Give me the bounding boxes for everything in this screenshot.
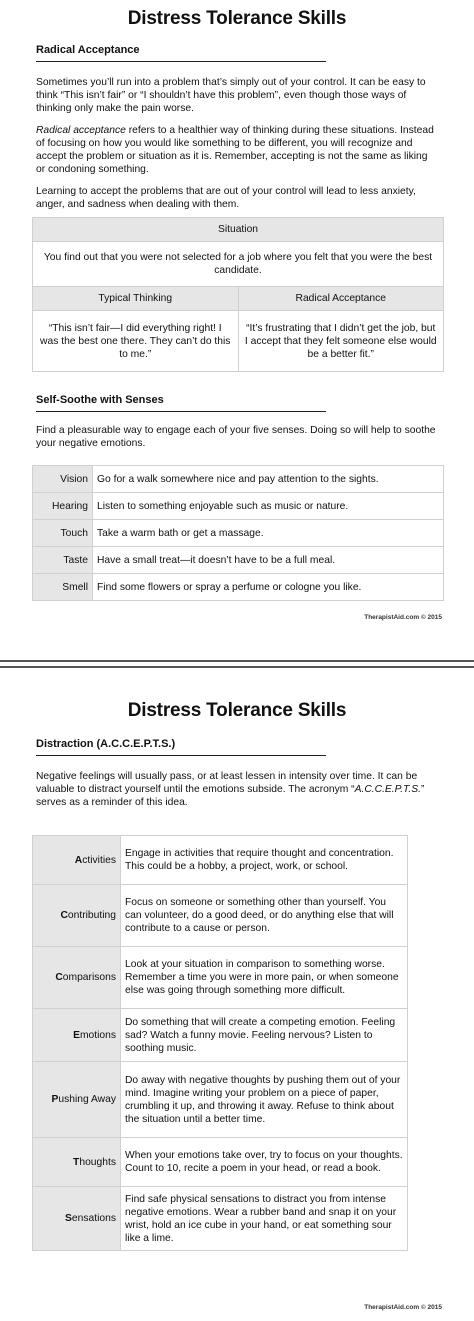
accepts-letter: A: [74, 854, 83, 866]
sense-label: Taste: [33, 547, 93, 574]
page-title: Distress Tolerance Skills: [127, 700, 347, 721]
table-row: [33, 1062, 408, 1138]
sense-text: Find some flowers or spray a perfume or cologne you like.: [93, 574, 444, 601]
distraction-intro-a: Negative feelings will usually pass, or at least lessen in intensity over time. It can be valuable to distract yourself until the emotions subside. The acronym “: [36, 771, 418, 795]
accepts-letter: C: [60, 910, 68, 921]
accepts-word-rest: ensations: [71, 1213, 116, 1224]
accepts-label: [33, 836, 121, 885]
accepts-table: [32, 835, 408, 1251]
accepts-word-rest: ushing Away: [58, 1094, 116, 1105]
table-row: [33, 466, 444, 493]
accepts-label: [33, 1062, 121, 1138]
self-soothe-intro: Find a pleasurable way to engage each of your five senses. Doing so will help to soothe your negative emotions.: [36, 425, 436, 449]
worksheet-page-1: [0, 0, 474, 660]
radical-paragraph-1: Sometimes you’ll run into a problem that’s simply out of your control. It can be easy to think “This isn’t fair” or “I shouldn’t have this problem”, even though those ways of thinking only make the pain worse.: [36, 77, 426, 114]
table-row: [33, 1138, 408, 1187]
radical-acceptance-heading: Radical Acceptance: [36, 44, 326, 62]
accepts-word-rest: omparisons: [62, 972, 116, 983]
page-separator: [0, 660, 474, 668]
table-row: [33, 1187, 408, 1251]
senses-table: [32, 465, 444, 601]
table-row: [33, 836, 408, 885]
radical-paragraph-2: [36, 124, 438, 176]
accepts-text: Do away with negative thoughts by pushing them out of your mind. Imagine writing your problem on a piece of paper, crumbling it up, and throwing it away. Refuse to think about the situation until a better time.: [121, 1062, 408, 1138]
accepts-text: Find safe physical sensations to distract you from intense negative emotions. Wear a rubber band and snap it on your wrist, hold an ice cube in your hand, or eat something sour like a lime.: [121, 1187, 408, 1251]
accepts-term: A.C.C.E.P.T.S.: [354, 784, 421, 795]
worksheet-page-2: [0, 668, 474, 1321]
page-footer: TherapistAid.com © 2015: [364, 614, 442, 621]
accepts-label: [33, 1187, 121, 1251]
accepts-label: [33, 1138, 121, 1187]
sense-text: Take a warm bath or get a massage.: [93, 520, 444, 547]
accepts-label: [33, 885, 121, 947]
accepts-text: Look at your situation in comparison to something worse. Remember a time you were in more pain, or when someone else was going through something more difficult.: [121, 947, 408, 1009]
accepts-text: Do something that will create a competing emotion. Feeling sad? Watch a funny movie. Feeling nervous? Listen to soothing music.: [121, 1009, 408, 1062]
situation-table: [32, 217, 444, 372]
radical-paragraph-3: Learning to accept the problems that are out of your control will lead to less anxiety, anger, and sadness when dealing with them.: [36, 186, 416, 210]
sense-label: Vision: [33, 466, 93, 493]
accepts-letter: C: [55, 972, 63, 983]
typical-thinking-header: Typical Thinking: [33, 287, 239, 311]
radical-paragraph-2-text: refers to a healthier way of thinking during these situations. Instead of focusing on how you would like something to be different, you will recognize and accept the problem or situation as it is. Remember, accepting is not the same as liking or condoning something.: [36, 125, 434, 175]
typical-thinking-text: “This isn’t fair—I did everything right! I was the best one there. They can’t do this to me.”: [33, 311, 239, 372]
radical-acceptance-text: “It’s frustrating that I didn’t get the job, but I accept that they felt someone else would be a better fit.”: [238, 311, 444, 372]
accepts-label: [33, 1009, 121, 1062]
page-title: Distress Tolerance Skills: [127, 8, 347, 29]
situation-text: You find out that you were not selected for a job where you felt that you were the best candidate.: [33, 242, 444, 287]
sense-text: Have a small treat—it doesn’t have to be a full meal.: [93, 547, 444, 574]
accepts-text: Engage in activities that require thought and concentration. This could be a hobby, a project, work, or school.: [121, 836, 408, 885]
sense-label: Smell: [33, 574, 93, 601]
radical-acceptance-term: Radical acceptance: [36, 125, 126, 136]
accepts-word-rest: houghts: [79, 1156, 116, 1168]
accepts-letter: E: [73, 1029, 80, 1041]
self-soothe-heading: Self-Soothe with Senses: [36, 394, 326, 412]
table-row: [33, 1009, 408, 1062]
page-footer: TherapistAid.com © 2015: [364, 1304, 442, 1311]
table-row: [33, 520, 444, 547]
accepts-word-rest: ontributing: [67, 910, 116, 921]
accepts-label: [33, 947, 121, 1009]
accepts-letter: P: [51, 1094, 59, 1105]
accepts-letter: T: [73, 1156, 80, 1168]
table-row: [33, 493, 444, 520]
distraction-heading: Distraction (A.C.C.E.P.T.S.): [36, 738, 326, 756]
accepts-text: Focus on someone or something other than yourself. You can volunteer, do a good deed, or do anything else that will contribute to a cause or person.: [121, 885, 408, 947]
table-row: [33, 885, 408, 947]
accepts-word-rest: ctivities: [82, 854, 116, 866]
sense-text: Listen to something enjoyable such as music or nature.: [93, 493, 444, 520]
table-row: [33, 947, 408, 1009]
situation-header: Situation: [33, 218, 444, 242]
distraction-intro: [36, 770, 438, 809]
sense-label: Hearing: [33, 493, 93, 520]
sense-label: Touch: [33, 520, 93, 547]
sense-text: Go for a walk somewhere nice and pay attention to the sights.: [93, 466, 444, 493]
accepts-word-rest: motions: [79, 1029, 116, 1041]
table-row: [33, 547, 444, 574]
accepts-text: When your emotions take over, try to focus on your thoughts. Count to 10, recite a poem in your head, or read a book.: [121, 1138, 408, 1187]
accepts-letter: S: [65, 1213, 72, 1224]
radical-acceptance-column-header: Radical Acceptance: [238, 287, 444, 311]
table-row: [33, 574, 444, 601]
distraction-intro-b: ” serves as a reminder of this idea.: [36, 784, 425, 808]
